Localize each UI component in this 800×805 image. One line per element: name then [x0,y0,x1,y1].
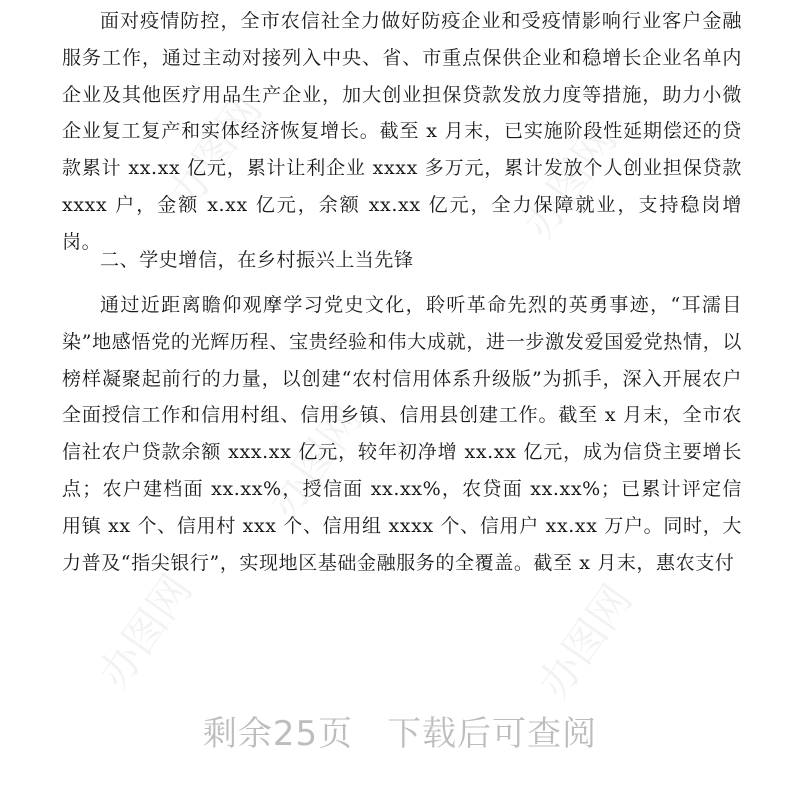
watermark-logo: 办图网 [258,395,372,528]
watermark-logo: 办图网 [528,575,642,708]
download-prompt-label: 下载后可查阅 [387,714,598,754]
download-banner[interactable] [0,706,800,755]
watermark-logo: 办图网 [513,115,627,248]
watermark-logo: 办图网 [88,565,202,698]
body-paragraph-2: 通过近距离瞻仰观摩学习党史文化，聆听革命先烈的英勇事迹，“耳濡目染”地感悟党的光辉历程、宝贵经验和伟大成就，进一步激发爱国爱党热情，以榜样凝聚起前行的力量，以创建“农村信用体系升级版”为抓手，深入开展农户全面授信工作和信用村组、信用乡镇、信用县创建工作。截至 x 月末，全市农信社农户贷款余额 xxx.xx 亿元，较年初净增 xx.xx 亿元，成为信贷主要增长点；农户建档面 xx.xx%，授信面 xx.xx%，农贷面 xx.xx%；已累计评定信用镇 xx 个、信用村 xxx 个、信用组 xxxx 个、信用户 xx.xx 万户。同时，大力普及“指尖银行”，实现地区基础金融服务的全覆盖。截至 x 月末，惠农支付 [62,294,742,574]
watermark-logo: 办图网 [158,85,272,218]
section-heading: 二、学史增信，在乡村振兴上当先锋 [100,249,414,271]
remaining-pages-label: 剩余25页 [202,714,354,754]
body-paragraph-1: 面对疫情防控，全市农信社全力做好防疫企业和受疫情影响行业客户金融服务工作，通过主动对接列入中央、省、市重点保供企业和稳增长企业名单内企业及其他医疗用品生产企业，加大创业担保贷款发放力度等措施，助力小微企业复工复产和实体经济恢复增长。截至 x 月末，已实施阶段性延期偿还的贷款累计 xx.xx 亿元，累计让利企业 xxxx 多万元，累计发放个人创业担保贷款 xxxx 户，金额 x.xx 亿元，余额 xx.xx 亿元，全力保障就业，支持稳岗增岗。 [62,10,742,253]
